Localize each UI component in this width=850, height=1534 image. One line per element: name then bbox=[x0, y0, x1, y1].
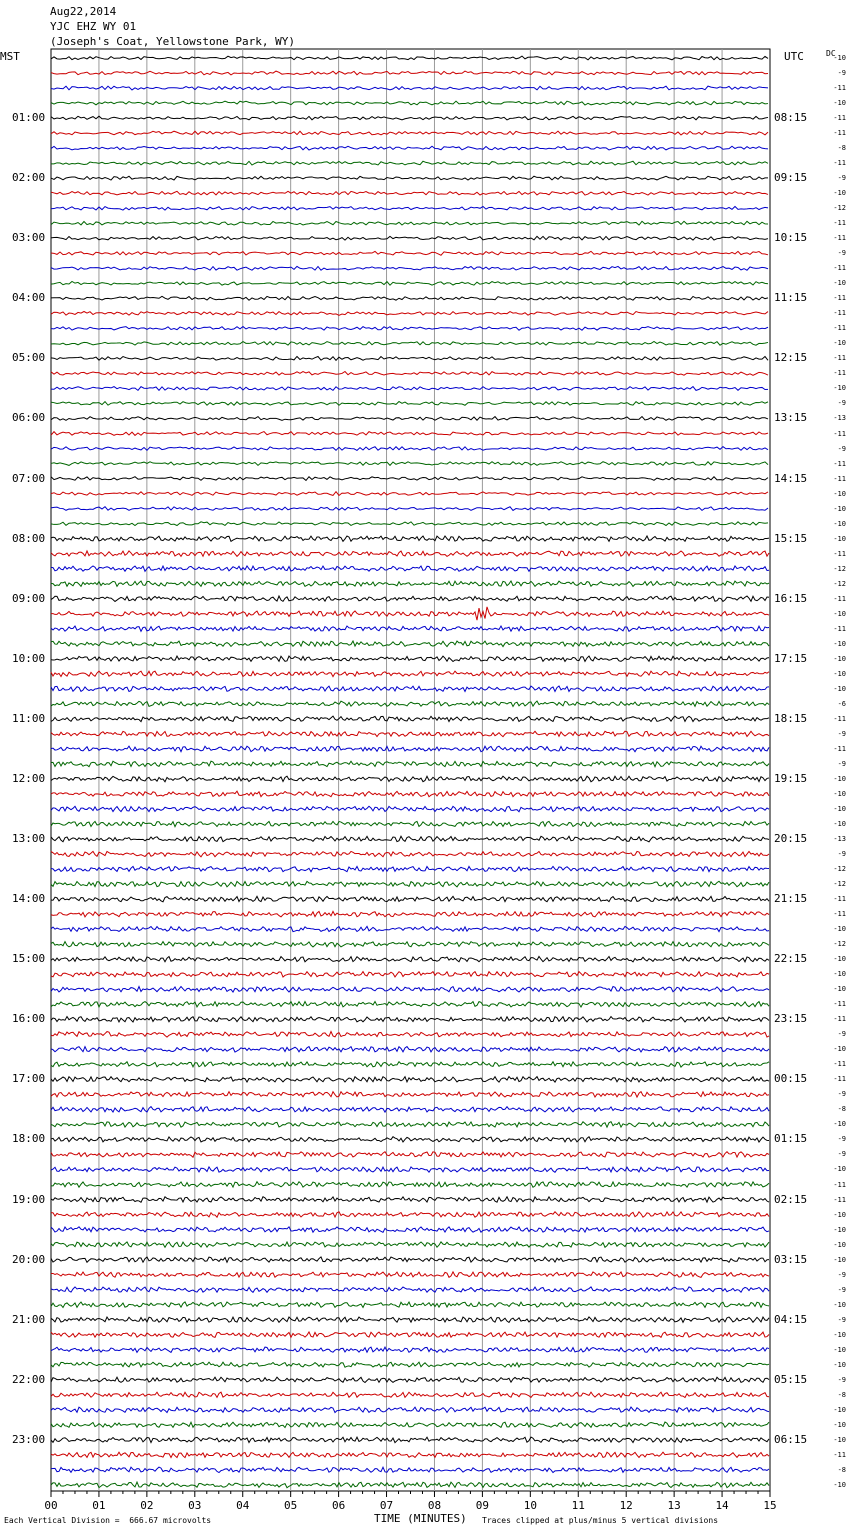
dc-offset-value: -11 bbox=[833, 910, 846, 919]
dc-offset-value: -10 bbox=[833, 189, 846, 198]
seismic-trace bbox=[51, 281, 768, 285]
utc-hour-label: 02:15 bbox=[774, 1192, 808, 1206]
seismic-trace bbox=[51, 1407, 769, 1413]
dc-offset-value: -10 bbox=[833, 1210, 846, 1219]
seismic-trace bbox=[51, 731, 769, 736]
mst-hour-label: 16:00 bbox=[12, 1012, 46, 1026]
mst-hour-label: 22:00 bbox=[12, 1372, 46, 1386]
mst-hour-label: 08:00 bbox=[12, 531, 46, 545]
seismic-trace bbox=[51, 56, 768, 60]
station-name: YJC EHZ WY 01 bbox=[50, 20, 137, 33]
utc-hour-label: 16:15 bbox=[774, 591, 808, 605]
dc-offset-label: DC bbox=[826, 49, 836, 58]
mst-hour-label: 09:00 bbox=[12, 591, 46, 605]
dc-offset-value: -6 bbox=[837, 699, 846, 708]
utc-hour-label: 10:15 bbox=[774, 231, 808, 245]
dc-offset-value: -10 bbox=[833, 1300, 846, 1309]
utc-hour-label: 08:15 bbox=[774, 111, 808, 125]
dc-offset-value: -10 bbox=[833, 1480, 846, 1489]
dc-offset-value: -11 bbox=[833, 549, 846, 558]
seismic-trace bbox=[51, 656, 769, 661]
dc-offset-value: -10 bbox=[833, 985, 846, 994]
dc-offset-value: -10 bbox=[833, 789, 846, 798]
dc-offset-value: -11 bbox=[833, 129, 846, 138]
seismic-trace bbox=[51, 942, 769, 947]
seismic-trace bbox=[51, 1302, 769, 1308]
x-tick-label: 00 bbox=[44, 1499, 58, 1512]
seismic-trace bbox=[51, 161, 768, 165]
dc-offset-value: -9 bbox=[837, 1270, 846, 1279]
seismic-trace bbox=[51, 402, 768, 406]
seismic-trace bbox=[51, 296, 768, 300]
seismic-trace bbox=[51, 1377, 769, 1382]
utc-hour-label: 13:15 bbox=[774, 411, 808, 425]
dc-offset-value: -12 bbox=[833, 940, 846, 949]
utc-hour-label: 19:15 bbox=[774, 771, 808, 785]
x-tick-label: 09 bbox=[475, 1499, 490, 1512]
seismic-trace bbox=[51, 356, 768, 360]
dc-offset-value: -11 bbox=[833, 354, 846, 363]
seismic-trace bbox=[51, 1362, 769, 1367]
seismic-trace bbox=[51, 1467, 769, 1472]
seismic-trace bbox=[51, 746, 769, 751]
dc-offset-value: -10 bbox=[833, 54, 846, 62]
dc-offset-value: -10 bbox=[833, 805, 846, 813]
utc-hour-label: 12:15 bbox=[774, 351, 808, 365]
seismic-trace bbox=[51, 1092, 769, 1097]
seismic-trace bbox=[51, 791, 769, 797]
mst-hour-label: 19:00 bbox=[12, 1192, 46, 1206]
dc-offset-value: -10 bbox=[833, 955, 846, 964]
seismic-trace bbox=[51, 236, 768, 240]
dc-offset-value: -9 bbox=[837, 444, 846, 453]
seismic-trace bbox=[51, 1332, 769, 1337]
x-tick-label: 15 bbox=[763, 1499, 777, 1512]
seismic-trace bbox=[51, 866, 769, 871]
mst-hour-label: 15:00 bbox=[12, 952, 46, 966]
dc-offset-value: -8 bbox=[837, 1105, 846, 1114]
dc-offset-value: -9 bbox=[837, 850, 846, 859]
dc-offset-value: -10 bbox=[833, 1420, 846, 1429]
mst-axis-label: MST bbox=[0, 50, 20, 63]
dc-offset-value: -12 bbox=[833, 579, 846, 588]
dc-offset-value: -10 bbox=[833, 1405, 846, 1414]
seismic-trace bbox=[51, 1167, 769, 1173]
utc-hour-label: 09:15 bbox=[774, 171, 808, 185]
seismic-trace bbox=[51, 896, 769, 901]
seismic-trace bbox=[51, 1122, 769, 1127]
seismic-trace bbox=[51, 972, 769, 977]
seismic-trace bbox=[51, 626, 769, 631]
seismic-trace bbox=[51, 447, 768, 451]
seismic-trace bbox=[51, 417, 768, 421]
mst-hour-label: 14:00 bbox=[12, 892, 46, 906]
seismic-trace bbox=[51, 1182, 769, 1187]
x-tick-label: 08 bbox=[427, 1499, 442, 1512]
dc-offset-value: -9 bbox=[837, 1135, 846, 1144]
dc-offset-value: -9 bbox=[837, 69, 846, 78]
dc-offset-value: -9 bbox=[837, 399, 846, 408]
dc-offset-value: -11 bbox=[833, 159, 846, 168]
x-tick-label: 01 bbox=[92, 1499, 106, 1512]
dc-offset-value: -9 bbox=[837, 1150, 846, 1159]
seismic-trace bbox=[51, 176, 768, 180]
seismic-trace bbox=[51, 806, 769, 811]
scale-note: Each Vertical Division = 666.67 microvolts bbox=[4, 1516, 212, 1525]
mst-hour-label: 23:00 bbox=[12, 1432, 46, 1446]
dc-offset-value: -10 bbox=[833, 1165, 846, 1174]
seismic-trace bbox=[51, 477, 768, 481]
x-tick-label: 02 bbox=[140, 1499, 154, 1512]
seismic-trace bbox=[51, 1077, 769, 1083]
x-tick-label: 12 bbox=[619, 1499, 633, 1512]
dc-offset-value: -11 bbox=[833, 84, 846, 93]
seismic-trace bbox=[51, 596, 769, 601]
seismic-trace bbox=[51, 522, 768, 526]
utc-hour-label: 21:15 bbox=[774, 892, 808, 906]
dc-offset-value: -10 bbox=[833, 339, 846, 348]
seismic-trace bbox=[51, 342, 768, 346]
seismic-trace bbox=[51, 146, 768, 150]
mst-hour-label: 05:00 bbox=[12, 351, 46, 365]
dc-offset-value: -11 bbox=[833, 1195, 846, 1204]
dc-offset-value: -11 bbox=[833, 324, 846, 333]
seismic-trace bbox=[51, 987, 769, 993]
seismic-trace bbox=[51, 607, 769, 620]
dc-offset-value: -11 bbox=[833, 429, 846, 438]
dc-offset-value: -10 bbox=[833, 489, 846, 498]
mst-hour-label: 12:00 bbox=[12, 771, 46, 785]
utc-hour-label: 14:15 bbox=[774, 471, 808, 485]
dc-offset-value: -10 bbox=[833, 1120, 846, 1129]
station-location: (Joseph's Coat, Yellowstone Park, WY) bbox=[50, 35, 296, 48]
dc-offset-value: -12 bbox=[833, 564, 846, 573]
mst-hour-label: 07:00 bbox=[12, 471, 46, 485]
seismic-trace bbox=[51, 566, 769, 571]
dc-offset-value: -10 bbox=[833, 609, 846, 618]
dc-offset-value: -12 bbox=[833, 880, 846, 889]
seismic-trace bbox=[51, 1392, 769, 1397]
dc-offset-value: -10 bbox=[833, 1435, 846, 1444]
dc-offset-value: -9 bbox=[837, 249, 846, 258]
seismic-trace bbox=[51, 387, 768, 391]
dc-offset-value: -10 bbox=[833, 99, 846, 108]
dc-offset-value: -10 bbox=[833, 1045, 846, 1054]
utc-hour-label: 01:15 bbox=[774, 1132, 808, 1146]
seismic-trace bbox=[51, 1047, 769, 1052]
utc-hour-label: 23:15 bbox=[774, 1012, 808, 1026]
dc-offset-value: -11 bbox=[833, 714, 846, 723]
dc-offset-value: -11 bbox=[833, 594, 846, 603]
seismic-trace bbox=[51, 86, 768, 90]
utc-hour-label: 06:15 bbox=[774, 1432, 808, 1446]
seismic-trace bbox=[51, 101, 768, 105]
dc-offset-value: -13 bbox=[833, 414, 846, 423]
seismic-trace bbox=[51, 761, 769, 767]
seismic-trace bbox=[51, 266, 768, 270]
seismic-trace bbox=[51, 1197, 769, 1203]
dc-offset-value: -11 bbox=[833, 1000, 846, 1009]
utc-hour-label: 17:15 bbox=[774, 651, 808, 665]
dc-offset-value: -11 bbox=[833, 294, 846, 303]
x-tick-label: 13 bbox=[667, 1499, 681, 1512]
seismic-trace bbox=[51, 536, 769, 541]
seismic-trace bbox=[51, 1212, 769, 1217]
seismic-trace bbox=[51, 1287, 769, 1293]
seismic-trace bbox=[51, 116, 768, 120]
dc-offset-value: -11 bbox=[833, 369, 846, 378]
seismic-trace bbox=[51, 1017, 769, 1022]
dc-offset-value: -10 bbox=[833, 1255, 846, 1264]
dc-offset-value: -9 bbox=[837, 759, 846, 768]
x-tick-label: 14 bbox=[715, 1499, 729, 1512]
x-axis-title: TIME (MINUTES) bbox=[374, 1512, 467, 1525]
seismic-trace bbox=[51, 327, 768, 331]
utc-hour-label: 03:15 bbox=[774, 1252, 808, 1266]
dc-offset-value: -12 bbox=[833, 204, 846, 213]
seismic-trace bbox=[51, 1422, 769, 1428]
dc-offset-value: -11 bbox=[833, 1060, 846, 1069]
dc-offset-value: -9 bbox=[837, 174, 846, 183]
dc-offset-value: -9 bbox=[837, 1285, 846, 1294]
dc-offset-value: -10 bbox=[833, 384, 846, 393]
x-tick-label: 03 bbox=[188, 1499, 202, 1512]
seismic-trace bbox=[51, 1002, 769, 1007]
dc-offset-value: -11 bbox=[833, 895, 846, 904]
seismic-trace bbox=[51, 1482, 769, 1488]
seismic-trace bbox=[51, 1137, 769, 1142]
utc-hour-label: 15:15 bbox=[774, 531, 808, 545]
mst-hour-label: 17:00 bbox=[12, 1072, 46, 1086]
mst-hour-label: 04:00 bbox=[12, 291, 46, 305]
dc-offset-value: -8 bbox=[837, 1390, 846, 1399]
dc-offset-value: -10 bbox=[833, 774, 846, 783]
dc-offset-value: -9 bbox=[837, 1315, 846, 1324]
seismic-trace bbox=[51, 251, 768, 255]
dc-offset-value: -11 bbox=[833, 744, 846, 753]
seismic-trace bbox=[51, 716, 769, 721]
seismic-trace bbox=[51, 221, 768, 225]
dc-offset-value: -9 bbox=[837, 1375, 846, 1384]
x-tick-label: 06 bbox=[331, 1499, 346, 1512]
dc-offset-value: -10 bbox=[833, 1240, 846, 1249]
dc-offset-value: -8 bbox=[837, 1465, 846, 1474]
dc-offset-value: -13 bbox=[833, 835, 846, 844]
utc-hour-label: 05:15 bbox=[774, 1372, 808, 1386]
dc-offset-value: -10 bbox=[833, 639, 846, 648]
dc-offset-value: -10 bbox=[833, 970, 846, 979]
x-tick-label: 05 bbox=[284, 1499, 298, 1512]
seismic-trace bbox=[51, 686, 769, 691]
dc-offset-value: -11 bbox=[833, 459, 846, 468]
seismic-trace bbox=[51, 71, 768, 75]
seismic-trace bbox=[51, 1317, 769, 1322]
dc-offset-value: -10 bbox=[833, 504, 846, 513]
seismic-trace bbox=[51, 701, 769, 706]
seismic-trace bbox=[51, 1227, 769, 1232]
dc-offset-value: -9 bbox=[837, 729, 846, 738]
seismic-trace bbox=[51, 311, 768, 315]
dc-offset-value: -10 bbox=[833, 1345, 846, 1354]
dc-offset-value: -11 bbox=[833, 219, 846, 228]
seismic-trace bbox=[51, 1272, 769, 1278]
seismic-trace bbox=[51, 926, 769, 931]
dc-offset-value: -11 bbox=[833, 1450, 846, 1459]
dc-offset-value: -11 bbox=[833, 1015, 846, 1024]
mst-hour-label: 13:00 bbox=[12, 832, 46, 846]
mst-hour-label: 06:00 bbox=[12, 411, 46, 425]
utc-hour-label: 22:15 bbox=[774, 952, 808, 966]
seismic-trace bbox=[51, 462, 768, 466]
dc-offset-value: -11 bbox=[833, 1075, 846, 1084]
dc-offset-value: -9 bbox=[837, 1030, 846, 1039]
seismic-trace bbox=[51, 1242, 769, 1247]
mst-hour-label: 03:00 bbox=[12, 231, 46, 245]
dc-offset-value: -11 bbox=[833, 114, 846, 123]
dc-offset-value: -10 bbox=[833, 519, 846, 528]
utc-hour-label: 18:15 bbox=[774, 711, 808, 725]
x-tick-label: 11 bbox=[571, 1499, 585, 1512]
seismic-trace bbox=[51, 1032, 769, 1038]
x-tick-label: 10 bbox=[523, 1499, 537, 1512]
seismic-trace bbox=[51, 671, 769, 677]
seismic-trace bbox=[51, 191, 768, 195]
dc-offset-value: -11 bbox=[833, 624, 846, 633]
dc-offset-value: -10 bbox=[833, 669, 846, 678]
x-tick-label: 07 bbox=[379, 1499, 394, 1512]
seismic-trace bbox=[51, 1347, 769, 1352]
mst-hour-label: 20:00 bbox=[12, 1252, 46, 1266]
seismic-trace bbox=[51, 206, 768, 210]
seismic-trace bbox=[51, 551, 769, 556]
seismic-trace bbox=[51, 131, 768, 135]
seismic-trace bbox=[51, 836, 769, 842]
seismic-trace bbox=[51, 507, 768, 511]
dc-offset-value: -10 bbox=[833, 279, 846, 288]
dc-offset-value: -10 bbox=[833, 1225, 846, 1234]
seismic-trace bbox=[51, 1107, 769, 1113]
dc-offset-value: -11 bbox=[833, 309, 846, 318]
dc-offset-value: -10 bbox=[833, 820, 846, 829]
mst-hour-label: 10:00 bbox=[12, 651, 46, 665]
dc-offset-value: -10 bbox=[833, 1360, 846, 1369]
seismic-trace bbox=[51, 1152, 769, 1158]
mst-hour-label: 21:00 bbox=[12, 1312, 46, 1326]
seismic-trace bbox=[51, 581, 769, 586]
dc-offset-value: -11 bbox=[833, 264, 846, 273]
seismic-trace bbox=[51, 1062, 769, 1067]
seismic-trace bbox=[51, 1437, 769, 1443]
seismic-trace bbox=[51, 432, 768, 436]
seismic-trace bbox=[51, 881, 769, 887]
utc-axis-label: UTC bbox=[784, 50, 804, 63]
seismic-trace bbox=[51, 641, 769, 647]
utc-hour-label: 04:15 bbox=[774, 1312, 808, 1326]
seismic-trace bbox=[51, 1257, 769, 1262]
dc-offset-value: -10 bbox=[833, 925, 846, 934]
mst-hour-label: 18:00 bbox=[12, 1132, 46, 1146]
dc-offset-value: -9 bbox=[837, 1090, 846, 1099]
dc-offset-value: -10 bbox=[833, 684, 846, 693]
mst-hour-label: 11:00 bbox=[12, 711, 46, 725]
seismic-trace bbox=[51, 911, 769, 916]
utc-hour-label: 00:15 bbox=[774, 1072, 808, 1086]
dc-offset-value: -10 bbox=[833, 1330, 846, 1339]
utc-hour-label: 11:15 bbox=[774, 291, 808, 305]
seismic-trace bbox=[51, 492, 768, 496]
seismic-trace bbox=[51, 956, 769, 961]
utc-hour-label: 20:15 bbox=[774, 832, 808, 846]
seismic-trace bbox=[51, 776, 769, 782]
x-tick-label: 04 bbox=[236, 1499, 250, 1512]
mst-hour-label: 01:00 bbox=[12, 111, 46, 125]
clip-note: Traces clipped at plus/minus 5 vertical divisions bbox=[482, 1516, 719, 1525]
seismic-trace bbox=[51, 1452, 769, 1457]
dc-offset-value: -8 bbox=[837, 144, 846, 153]
dc-offset-value: -10 bbox=[833, 654, 846, 663]
seismic-trace bbox=[51, 851, 769, 856]
dc-offset-value: -11 bbox=[833, 474, 846, 483]
dc-offset-value: -12 bbox=[833, 865, 846, 874]
plot-date: Aug22,2014 bbox=[50, 5, 117, 18]
dc-offset-value: -11 bbox=[833, 234, 846, 243]
dc-offset-value: -11 bbox=[833, 1180, 846, 1189]
dc-offset-value: -10 bbox=[833, 534, 846, 543]
seismic-trace bbox=[51, 821, 769, 826]
seismic-trace bbox=[51, 372, 768, 376]
mst-hour-label: 02:00 bbox=[12, 171, 46, 185]
